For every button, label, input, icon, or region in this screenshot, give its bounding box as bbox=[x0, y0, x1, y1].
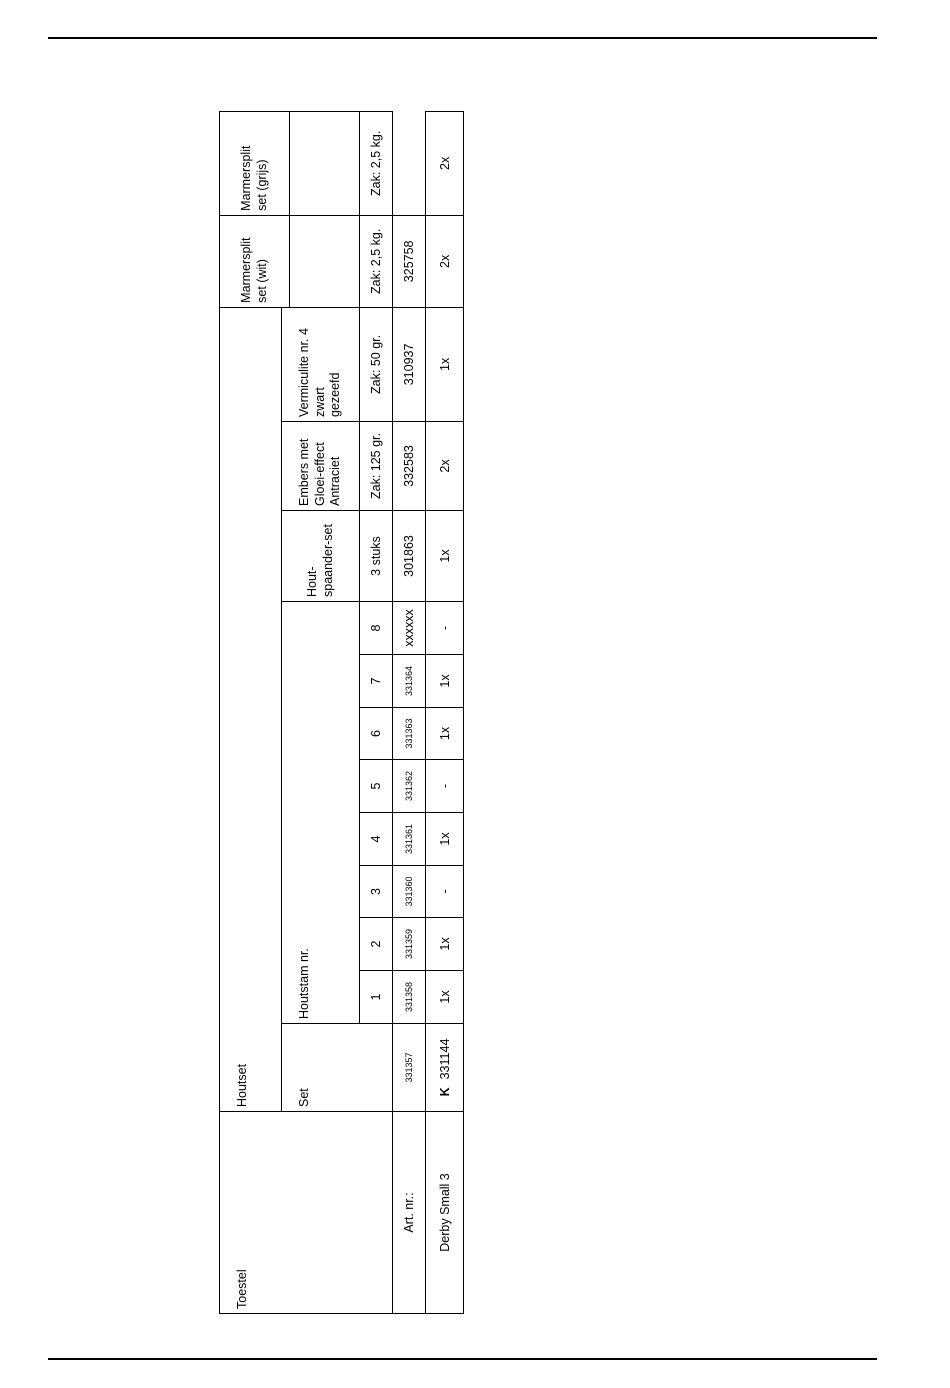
stam-count: - bbox=[426, 760, 464, 813]
art-number: 325758 bbox=[393, 215, 426, 307]
unit-marmer-grijs: Zak: 2,5 kg. bbox=[360, 111, 393, 215]
count-vermiculite: 1x bbox=[426, 307, 464, 421]
art-number: 331361 bbox=[393, 813, 426, 866]
stam-number: 3 bbox=[360, 866, 393, 918]
art-nr-label: Art. nr.: bbox=[393, 1112, 426, 1314]
count-marmer-grijs: 2x bbox=[426, 111, 464, 215]
stam-count: 1x bbox=[426, 918, 464, 971]
art-number: 331358 bbox=[393, 971, 426, 1024]
art-number: 331364 bbox=[393, 655, 426, 708]
count-embers: 2x bbox=[426, 422, 464, 511]
stam-count: 1x bbox=[426, 655, 464, 708]
stam-number: 1 bbox=[360, 971, 393, 1024]
art-number: 331359 bbox=[393, 918, 426, 971]
header-embers: Embers met Gloei-effect Antraciet bbox=[282, 422, 360, 511]
header-marmersplit-grijs: Marmersplit set (grijs) bbox=[220, 111, 290, 215]
stam-count: 1x bbox=[426, 813, 464, 866]
set-art-number-cell bbox=[426, 1024, 464, 1112]
art-number: 310937 bbox=[393, 307, 426, 421]
stam-count: - bbox=[426, 866, 464, 918]
header-marmer-grijs-blank bbox=[290, 111, 360, 215]
stam-number: 7 bbox=[360, 655, 393, 708]
stam-number: 4 bbox=[360, 813, 393, 866]
stam-count: - bbox=[426, 602, 464, 655]
stam-number: 8 bbox=[360, 602, 393, 655]
stam-number: 5 bbox=[360, 760, 393, 813]
stam-number: 2 bbox=[360, 918, 393, 971]
parts-table bbox=[219, 111, 464, 1314]
header-hout-spaander-set: Hout- spaander-set bbox=[282, 511, 360, 602]
count-marmer-wit: 2x bbox=[426, 215, 464, 307]
stam-count: 1x bbox=[426, 971, 464, 1024]
art-number: 331363 bbox=[393, 708, 426, 760]
header-marmersplit-wit: Marmersplit set (wit) bbox=[220, 215, 290, 307]
header-toestel: Toestel bbox=[220, 1112, 393, 1314]
art-number: xxxxxx bbox=[393, 602, 426, 655]
stam-number: 6 bbox=[360, 708, 393, 760]
header-houtset: Houtset bbox=[220, 307, 282, 1111]
parts-table-container bbox=[219, 112, 456, 1314]
art-number: 332583 bbox=[393, 422, 426, 511]
set-art-number: 331144 bbox=[437, 1038, 452, 1080]
stam-count: 1x bbox=[426, 708, 464, 760]
top-rule bbox=[48, 37, 877, 39]
unit-hout-spaander: 3 stuks bbox=[360, 511, 393, 602]
header-houtstam: Houtstam nr. bbox=[282, 602, 360, 1024]
art-number: 301863 bbox=[393, 511, 426, 602]
art-number: 331357 bbox=[393, 1024, 426, 1112]
unit-vermiculite: Zak: 50 gr. bbox=[360, 307, 393, 421]
header-marmer-wit-blank bbox=[290, 215, 360, 307]
unit-marmer-wit: Zak: 2,5 kg. bbox=[360, 215, 393, 307]
count-hout-spaander: 1x bbox=[426, 511, 464, 602]
art-number: 331362 bbox=[393, 760, 426, 813]
header-set: Set bbox=[282, 1024, 393, 1112]
bottom-rule bbox=[48, 1358, 877, 1360]
art-number: 331360 bbox=[393, 866, 426, 918]
k-mark: K bbox=[437, 1087, 452, 1097]
unit-embers: Zak: 125 gr. bbox=[360, 422, 393, 511]
toestel-name: Derby Small 3 bbox=[426, 1112, 464, 1314]
header-vermiculite: Vermiculite nr. 4 zwart gezeefd bbox=[282, 307, 360, 421]
